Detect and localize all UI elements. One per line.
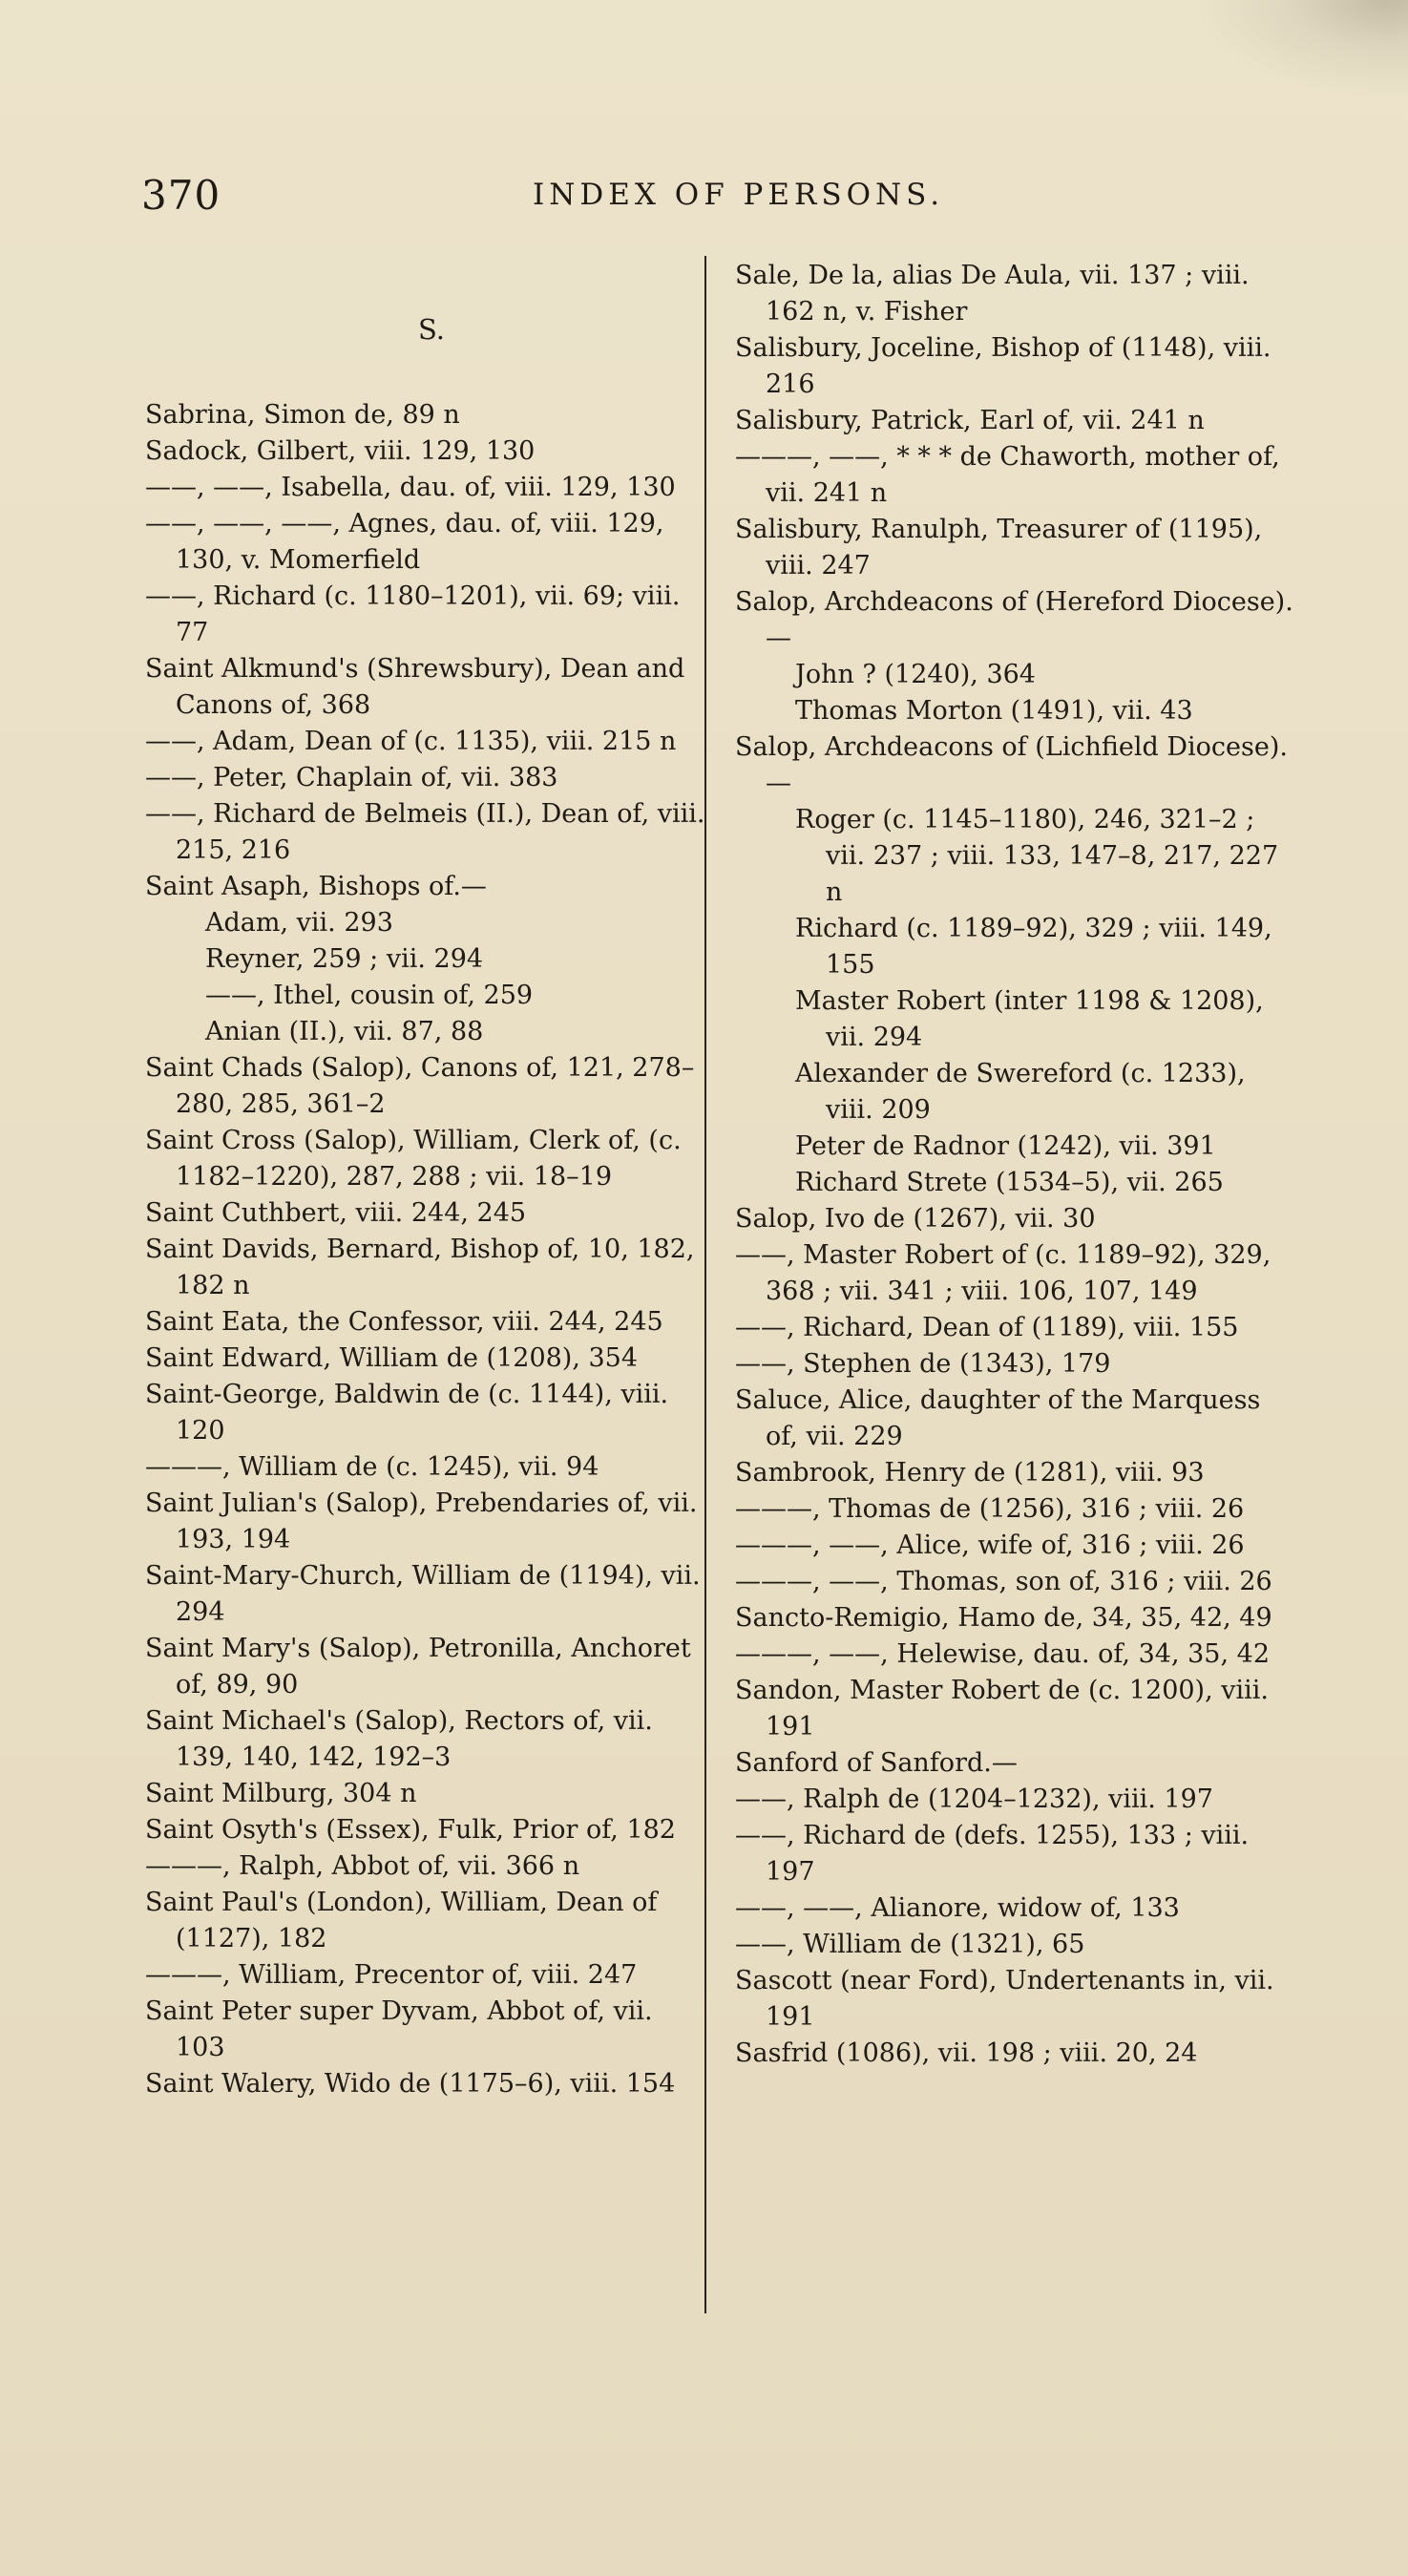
index-entry: Saint Alkmund's (Shrewsbury), Dean and Canons of, 368 (145, 654, 685, 720)
left-entries-list (145, 397, 708, 2102)
section-letter-heading: S. (417, 313, 446, 346)
index-entry: Saint Asaph, Bishops of.— (145, 872, 487, 901)
index-entry: Richard (c. 1189–92), 329 ; viii. 149, 155 (795, 914, 1272, 980)
index-entry: ———, ——, Thomas, son of, 316 ; viii. 26 (735, 1567, 1272, 1596)
index-entry: Saint Edward, William de (1208), 354 (145, 1343, 639, 1373)
index-entry: ——, Ralph de (1204–1232), viii. 197 (735, 1784, 1213, 1814)
index-entry: Roger (c. 1145–1180), 246, 321–2 ; vii. 237 ; viii. 133, 147–8, 217, 227 n (795, 805, 1279, 907)
page-number: 370 (141, 172, 221, 219)
index-entry: ——, Richard (c. 1180–1201), vii. 69; viii. 77 (145, 581, 681, 647)
index-entry: Sandon, Master Robert de (c. 1200), viii. 191 (735, 1676, 1269, 1742)
index-entry: Richard Strete (1534–5), vii. 265 (795, 1168, 1224, 1197)
right-column (735, 258, 1298, 2072)
index-entry: ——, ——, Isabella, dau. of, viii. 129, 130 (145, 473, 676, 502)
index-entry: Saint Cross (Salop), William, Clerk of, (c. 1182–1220), 287, 288 ; vii. 18–19 (145, 1126, 682, 1192)
index-entry: Saluce, Alice, daughter of the Marquess of, vii. 229 (735, 1385, 1261, 1451)
right-entries-list (735, 258, 1298, 2072)
index-entry: Saint Davids, Bernard, Bishop of, 10, 182, 182 n (145, 1235, 695, 1300)
index-entry: ———, William, Precentor of, viii. 247 (145, 1960, 638, 1990)
index-entry: Anian (II.), vii. 87, 88 (205, 1017, 484, 1046)
index-entry: Salisbury, Patrick, Earl of, vii. 241 n (735, 406, 1205, 435)
index-entry: ——, Richard de (defs. 1255), 133 ; viii. 197 (735, 1821, 1250, 1887)
index-entry: Adam, vii. 293 (205, 908, 393, 938)
index-entry: Saint Paul's (London), William, Dean of (1127), 182 (145, 1888, 658, 1953)
index-entry: Sabrina, Simon de, 89 n (145, 400, 460, 430)
index-entry: Saint-Mary-Church, William de (1194), vii. 294 (145, 1561, 701, 1627)
index-entry: ——, Ithel, cousin of, 259 (205, 981, 534, 1010)
index-entry: ——, Peter, Chaplain of, vii. 383 (145, 763, 558, 792)
running-title: INDEX OF PERSONS. (533, 178, 945, 212)
page-header (141, 172, 1268, 229)
index-entry: Saint Milburg, 304 n (145, 1779, 417, 1808)
index-entry: Saint Julian's (Salop), Prebendaries of, vii. 193, 194 (145, 1489, 698, 1554)
index-entry: Sascott (near Ford), Undertenants in, vii. 191 (735, 1966, 1274, 2032)
column-divider (704, 256, 706, 2313)
left-column (145, 258, 708, 2102)
index-entry: Saint Eata, the Confessor, viii. 244, 245 (145, 1307, 663, 1337)
index-entry: Thomas Morton (1491), vii. 43 (795, 696, 1193, 726)
index-entry: Sancto-Remigio, Hamo de, 34, 35, 42, 49 (735, 1603, 1272, 1633)
index-entry: Salisbury, Joceline, Bishop of (1148), viii. 216 (735, 333, 1271, 399)
index-entry: Sambrook, Henry de (1281), viii. 93 (735, 1458, 1205, 1488)
index-entry: Peter de Radnor (1242), vii. 391 (795, 1131, 1216, 1161)
index-entry: Salisbury, Ranulph, Treasurer of (1195), viii. 247 (735, 515, 1263, 581)
index-entry: Alexander de Swereford (c. 1233), viii. 209 (795, 1059, 1246, 1125)
index-entry: John ? (1240), 364 (795, 660, 1036, 689)
index-entry: Saint Osyth's (Essex), Fulk, Prior of, 182 (145, 1815, 676, 1845)
index-entry: Sasfrid (1086), vii. 198 ; viii. 20, 24 (735, 2038, 1198, 2068)
index-entry: ———, ——, Helewise, dau. of, 34, 35, 42 (735, 1639, 1270, 1669)
index-entry: ——, Richard de Belmeis (II.), Dean of, viii. 215, 216 (145, 799, 705, 865)
index-entry: Saint Cuthbert, viii. 244, 245 (145, 1198, 527, 1228)
index-entry: ——, ——, Alianore, widow of, 133 (735, 1893, 1180, 1923)
index-entry: ——, Adam, Dean of (c. 1135), viii. 215 n (145, 727, 677, 756)
index-entry: Salop, Archdeacons of (Lichfield Diocese).— (735, 732, 1288, 798)
index-entry: Saint Peter super Dyvam, Abbot of, vii. 103 (145, 1996, 653, 2062)
index-entry: Sale, De la, alias De Aula, vii. 137 ; viii. 162 n, v. Fisher (735, 261, 1250, 327)
index-entry: ——, Richard, Dean of (1189), viii. 155 (735, 1313, 1239, 1342)
index-entry: ———, ——, Alice, wife of, 316 ; viii. 26 (735, 1531, 1245, 1560)
index-entry: Sanford of Sanford.— (735, 1748, 1018, 1778)
index-entry: Saint Michael's (Salop), Rectors of, vii. 139, 140, 142, 192–3 (145, 1706, 653, 1772)
index-entry: Sadock, Gilbert, viii. 129, 130 (145, 436, 536, 466)
index-entry: Saint Chads (Salop), Canons of, 121, 278–280, 285, 361–2 (145, 1053, 695, 1119)
index-entry: Salop, Ivo de (1267), vii. 30 (735, 1204, 1096, 1234)
page-corner-shadow (1160, 0, 1408, 115)
index-entry: ——, Stephen de (1343), 179 (735, 1349, 1111, 1379)
index-entry: ———, William de (c. 1245), vii. 94 (145, 1452, 599, 1482)
index-entry: ——, ——, ——, Agnes, dau. of, viii. 129, 130, v. Momerfield (145, 509, 664, 575)
index-entry: Saint-George, Baldwin de (c. 1144), viii. 120 (145, 1380, 669, 1446)
index-entry: ——, William de (1321), 65 (735, 1930, 1085, 1959)
index-entry: ———, Thomas de (1256), 316 ; viii. 26 (735, 1494, 1245, 1524)
index-entry: ——, Master Robert of (c. 1189–92), 329, 368 ; vii. 341 ; viii. 106, 107, 149 (735, 1240, 1271, 1306)
index-entry: ———, Ralph, Abbot of, vii. 366 n (145, 1851, 580, 1881)
index-entry: Reyner, 259 ; vii. 294 (205, 944, 484, 974)
index-entry: ———, ——, * * * de Chaworth, mother of, vii. 241 n (735, 442, 1280, 508)
index-entry: Master Robert (inter 1198 & 1208), vii. 294 (795, 986, 1264, 1052)
index-entry: Salop, Archdeacons of (Hereford Diocese).— (735, 587, 1293, 653)
index-entry: Saint Walery, Wido de (1175–6), viii. 154 (145, 2069, 676, 2099)
index-entry: Saint Mary's (Salop), Petronilla, Anchoret of, 89, 90 (145, 1634, 691, 1700)
